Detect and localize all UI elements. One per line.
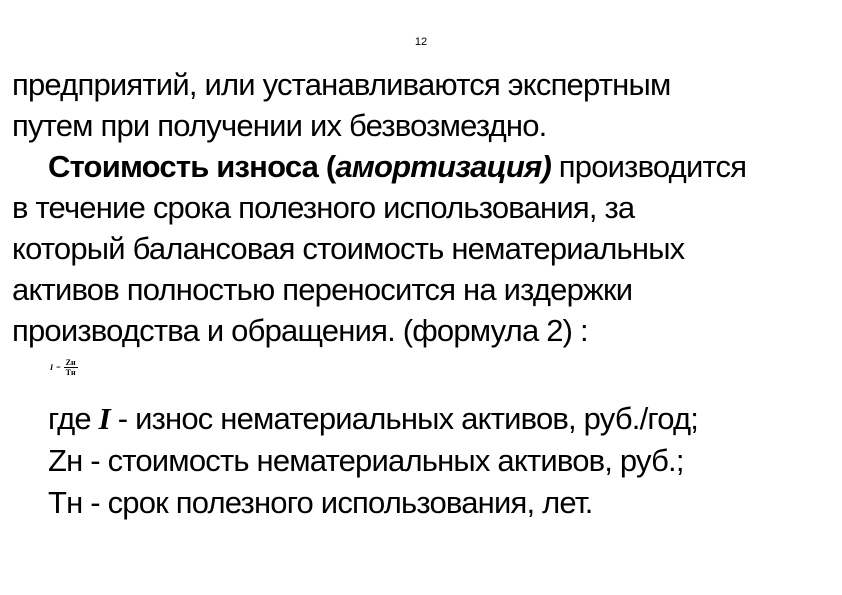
legend-line-3: Тн - срок полезного использования, лет. xyxy=(48,485,593,520)
main-paragraph xyxy=(12,64,836,351)
paragraph-line-6: активов полностью переносится на издержки xyxy=(12,272,633,307)
legend-line-1 xyxy=(48,398,698,440)
paragraph-line-7: производства и обращения. (формула 2) : xyxy=(12,313,588,348)
legend-line-1-rest: - износ нематериальных активов, руб./год; xyxy=(109,401,699,436)
paragraph-line-4: в течение срока полезного использования, за xyxy=(12,190,635,225)
paragraph-line-2: путем при получении их безвозмездно. xyxy=(12,108,547,143)
paragraph-line-5: который балансовая стоимость нематериальных xyxy=(12,231,685,266)
paragraph-line-3-rest: производится xyxy=(550,149,747,184)
formula-numerator: Zн xyxy=(65,358,76,367)
term-cost-of-wear: Стоимость износа ( xyxy=(48,149,336,184)
page-number: 12 xyxy=(414,36,428,48)
term-amortization: амортизация) xyxy=(335,149,551,184)
formula-2 xyxy=(50,358,78,377)
paragraph-line-3 xyxy=(12,146,836,187)
formula-fraction xyxy=(64,358,78,377)
legend-prefix: где xyxy=(48,401,99,436)
formula-equals: = xyxy=(56,363,61,372)
legend-line-2: Zн - стоимость нематериальных активов, руб.; xyxy=(48,443,684,478)
formula-denominator: Тн xyxy=(65,368,76,377)
formula-legend xyxy=(48,398,698,524)
paragraph-line-1: предприятий, или устанавливаются экспертным xyxy=(12,67,671,102)
legend-symbol-i: I xyxy=(98,401,110,436)
formula-lhs: I xyxy=(50,363,54,372)
